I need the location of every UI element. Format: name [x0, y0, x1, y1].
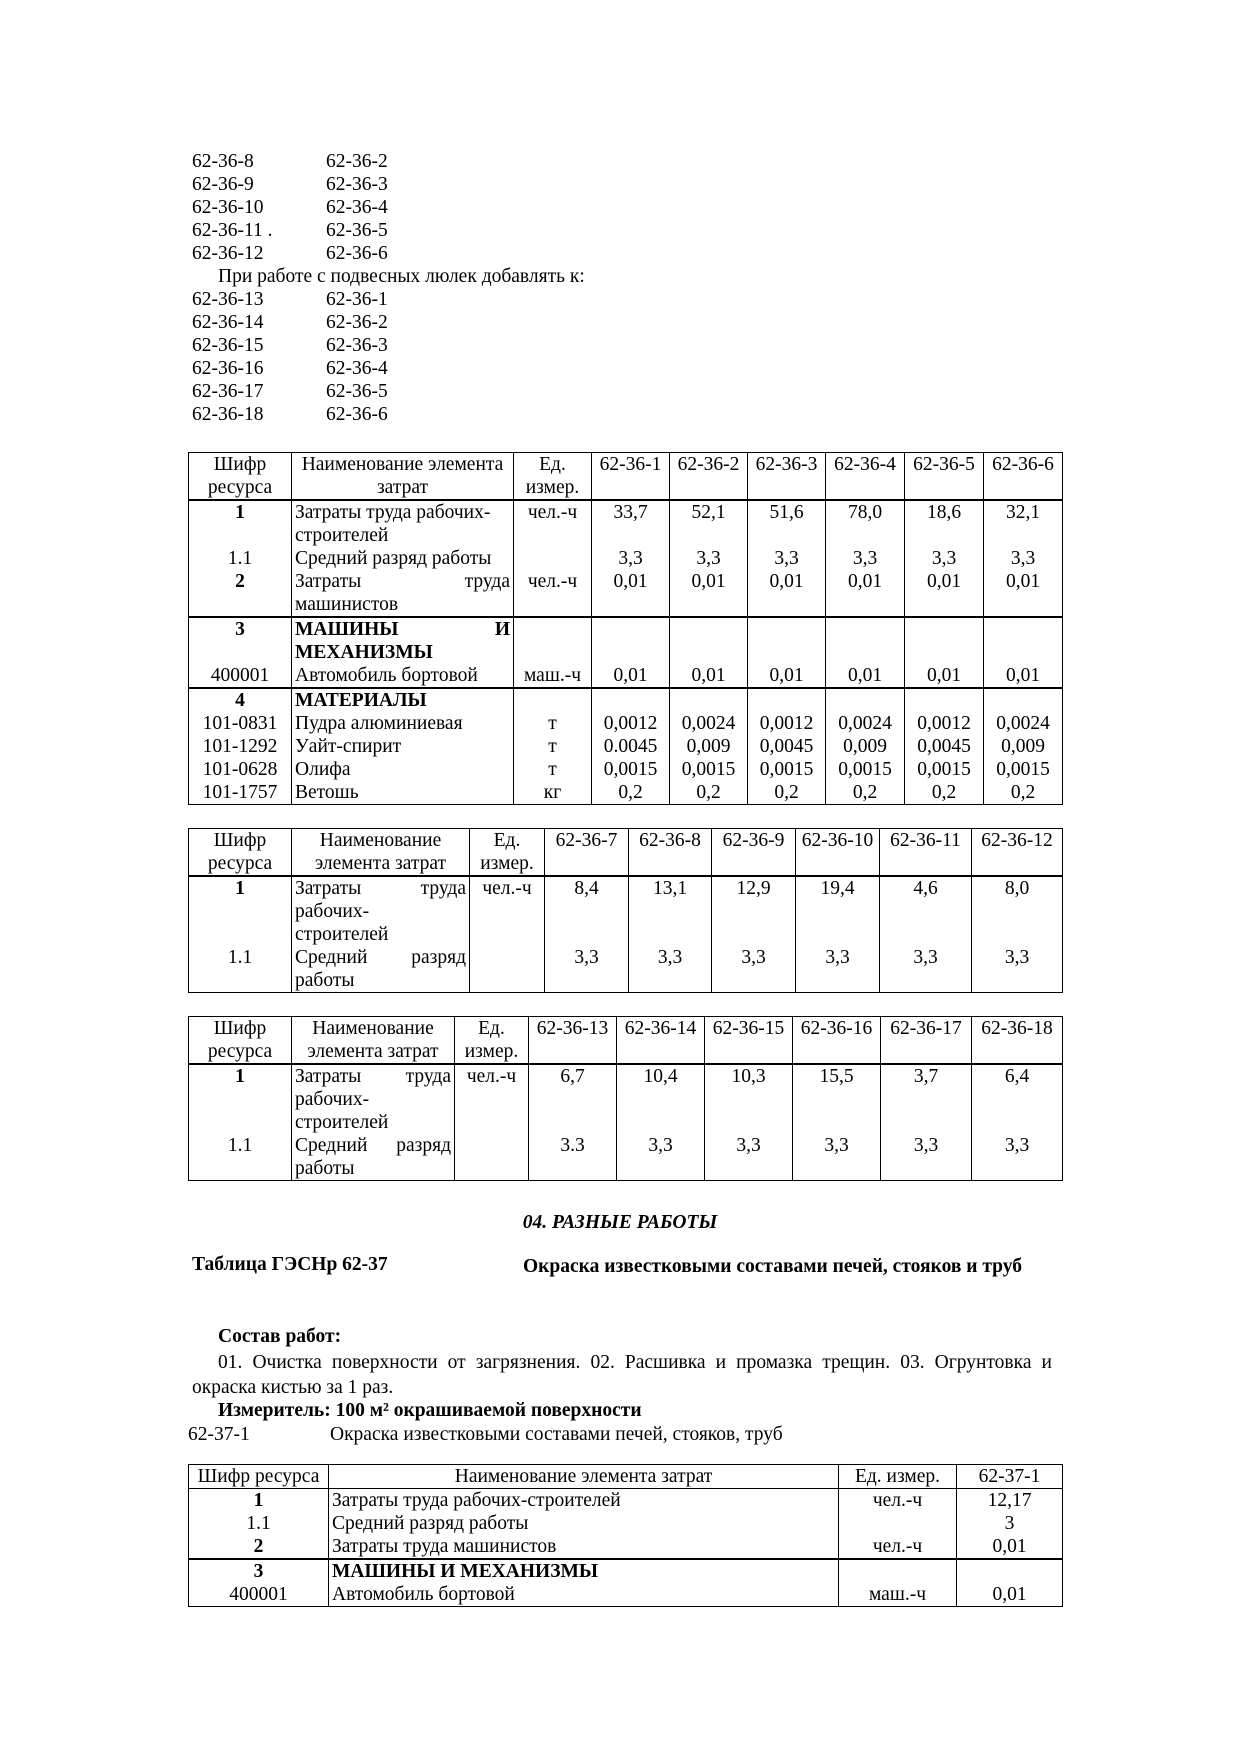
col-header: 62-36-2 — [670, 453, 748, 501]
table-row: 400001 Автомобиль бортовой маш.-ч 0,01 — [189, 1583, 1063, 1607]
col-header: 62-36-3 — [748, 453, 826, 501]
col-header-code: Шифр ресурса — [189, 453, 292, 501]
table-row: 1.1 Средний разряд работы 3,3 3,3 3,3 3,3 3,3 3,3 — [189, 946, 1063, 993]
col-header-unit: Ед. измер. — [514, 453, 592, 501]
col-header: 62-36-1 — [592, 453, 670, 501]
pair-row: 62-36-12 62-36-6 — [192, 243, 388, 264]
norm-code-line — [188, 1424, 783, 1446]
col-header: 62-36-6 — [984, 453, 1063, 501]
table-row: 3 МАШИНЫ И МЕХАНИЗМЫ — [189, 1559, 1063, 1583]
pair-row: 62-36-14 62-36-2 — [192, 312, 388, 333]
pair-row: 62-36-16 62-36-4 — [192, 358, 388, 379]
table-row: 101-1757 Ветошь кг 0,2 0,2 0,2 0,2 0,2 0,2 — [189, 781, 1063, 805]
col-header-name: Наименование элемента затрат — [292, 453, 514, 501]
measure-unit: Измеритель: 100 м² окрашиваемой поверхности — [218, 1400, 642, 1421]
pair-row: 62-36-15 62-36-3 — [192, 335, 388, 356]
col-header: 62-36-4 — [826, 453, 905, 501]
work-operations: 01. Очистка поверхности от загрязнения. 02. Расшивка и промазка трещин. 03. Огрунтовка и окраска кистью за 1 раз. — [192, 1352, 1052, 1398]
table-title: Окраска известковыми составами печей, стояков и труб — [523, 1256, 1022, 1277]
table-row: 1 Затраты труда рабочих-строителей чел.-ч 8,4 13,1 12,9 19,4 4,6 8,0 — [189, 876, 1063, 946]
note-lyulki: При работе с подвесных люлек добавлять к: — [218, 266, 585, 287]
table-row: 4 МАТЕРИАЛЫ — [189, 688, 1063, 712]
section-title: 04. РАЗНЫЕ РАБОТЫ — [522, 1212, 718, 1233]
resource-table-62-37-1 — [188, 1464, 1063, 1607]
pair-row: 62-36-18 62-36-6 — [192, 404, 388, 425]
table-label: Таблица ГЭСНр 62-37 — [192, 1254, 388, 1275]
table-row: 101-1292 Уайт-спирит т 0.0045 0,009 0,0045 0,009 0,0045 0,009 — [189, 735, 1063, 758]
norm-description: Окраска известковыми составами печей, стояков, труб — [330, 1424, 783, 1445]
table-header-row — [189, 453, 1063, 501]
table-row: 2 Затраты труда машинистов чел.-ч 0,01 — [189, 1535, 1063, 1559]
resource-table-62-36-1-6 — [188, 452, 1063, 805]
code-pairs-list — [192, 150, 585, 426]
pair-row: 62-36-10 62-36-4 — [192, 197, 388, 218]
table-row: 101-0628 Олифа т 0,0015 0,0015 0,0015 0,0015 0,0015 0,0015 — [189, 758, 1063, 781]
table-row: 1 Затраты труда рабочих-строителей чел.-ч 6,7 10,4 10,3 15,5 3,7 6,4 — [189, 1064, 1063, 1134]
table-row: 400001 Автомобиль бортовой маш.-ч 0,01 0,01 0,01 0,01 0,01 0,01 — [189, 664, 1063, 688]
table-row: 1.1 Средний разряд работы 3,3 3,3 3,3 3,3 3,3 3,3 — [189, 547, 1063, 570]
pair-row: 62-36-8 62-36-2 — [192, 151, 388, 172]
table-header-row: Шифр ресурса Наименование элемента затрат Ед. измер. 62-36-13 62-36-14 62-36-15 62-36-16 62-36-17 62-36-18 — [189, 1017, 1063, 1065]
table-row: 101-0831 Пудра алюминиевая т 0,0012 0,0024 0,0012 0,0024 0,0012 0,0024 — [189, 712, 1063, 735]
table-header-row: Шифр ресурса Наименование элемента затрат Ед. измер. 62-36-7 62-36-8 62-36-9 62-36-10 62-36-11 62-36-12 — [189, 829, 1063, 877]
table-row: 1 Затраты труда рабочих-строителей чел.-ч 12,17 — [189, 1489, 1063, 1513]
pair-row: 62-36-17 62-36-5 — [192, 381, 388, 402]
table-row: 1.1 Средний разряд работы 3.3 3,3 3,3 3,3 3,3 3,3 — [189, 1134, 1063, 1181]
table-row: 3 МАШИНЫ И МЕХАНИЗМЫ — [189, 617, 1063, 664]
table-header-row: Шифр ресурса Наименование элемента затрат Ед. измер. 62-37-1 — [189, 1465, 1063, 1489]
table-row: 1.1 Средний разряд работы 3 — [189, 1512, 1063, 1535]
norm-code: 62-37-1 — [188, 1424, 250, 1445]
resource-table-62-36-13-18 — [188, 1016, 1063, 1181]
col-header: 62-36-5 — [905, 453, 984, 501]
table-row: 1 Затраты труда рабочих-строителей чел.-ч 33,7 52,1 51,6 78,0 18,6 32,1 — [189, 500, 1063, 547]
work-composition-label: Состав работ: — [218, 1326, 342, 1347]
pair-row: 62-36-11 . 62-36-5 — [192, 220, 388, 241]
table-row: 2 Затраты труда машинистов чел.-ч 0,01 0,01 0,01 0,01 0,01 0,01 — [189, 570, 1063, 617]
pair-row: 62-36-9 62-36-3 — [192, 174, 388, 195]
pair-row: 62-36-13 62-36-1 — [192, 289, 388, 310]
resource-table-62-36-7-12 — [188, 828, 1063, 993]
